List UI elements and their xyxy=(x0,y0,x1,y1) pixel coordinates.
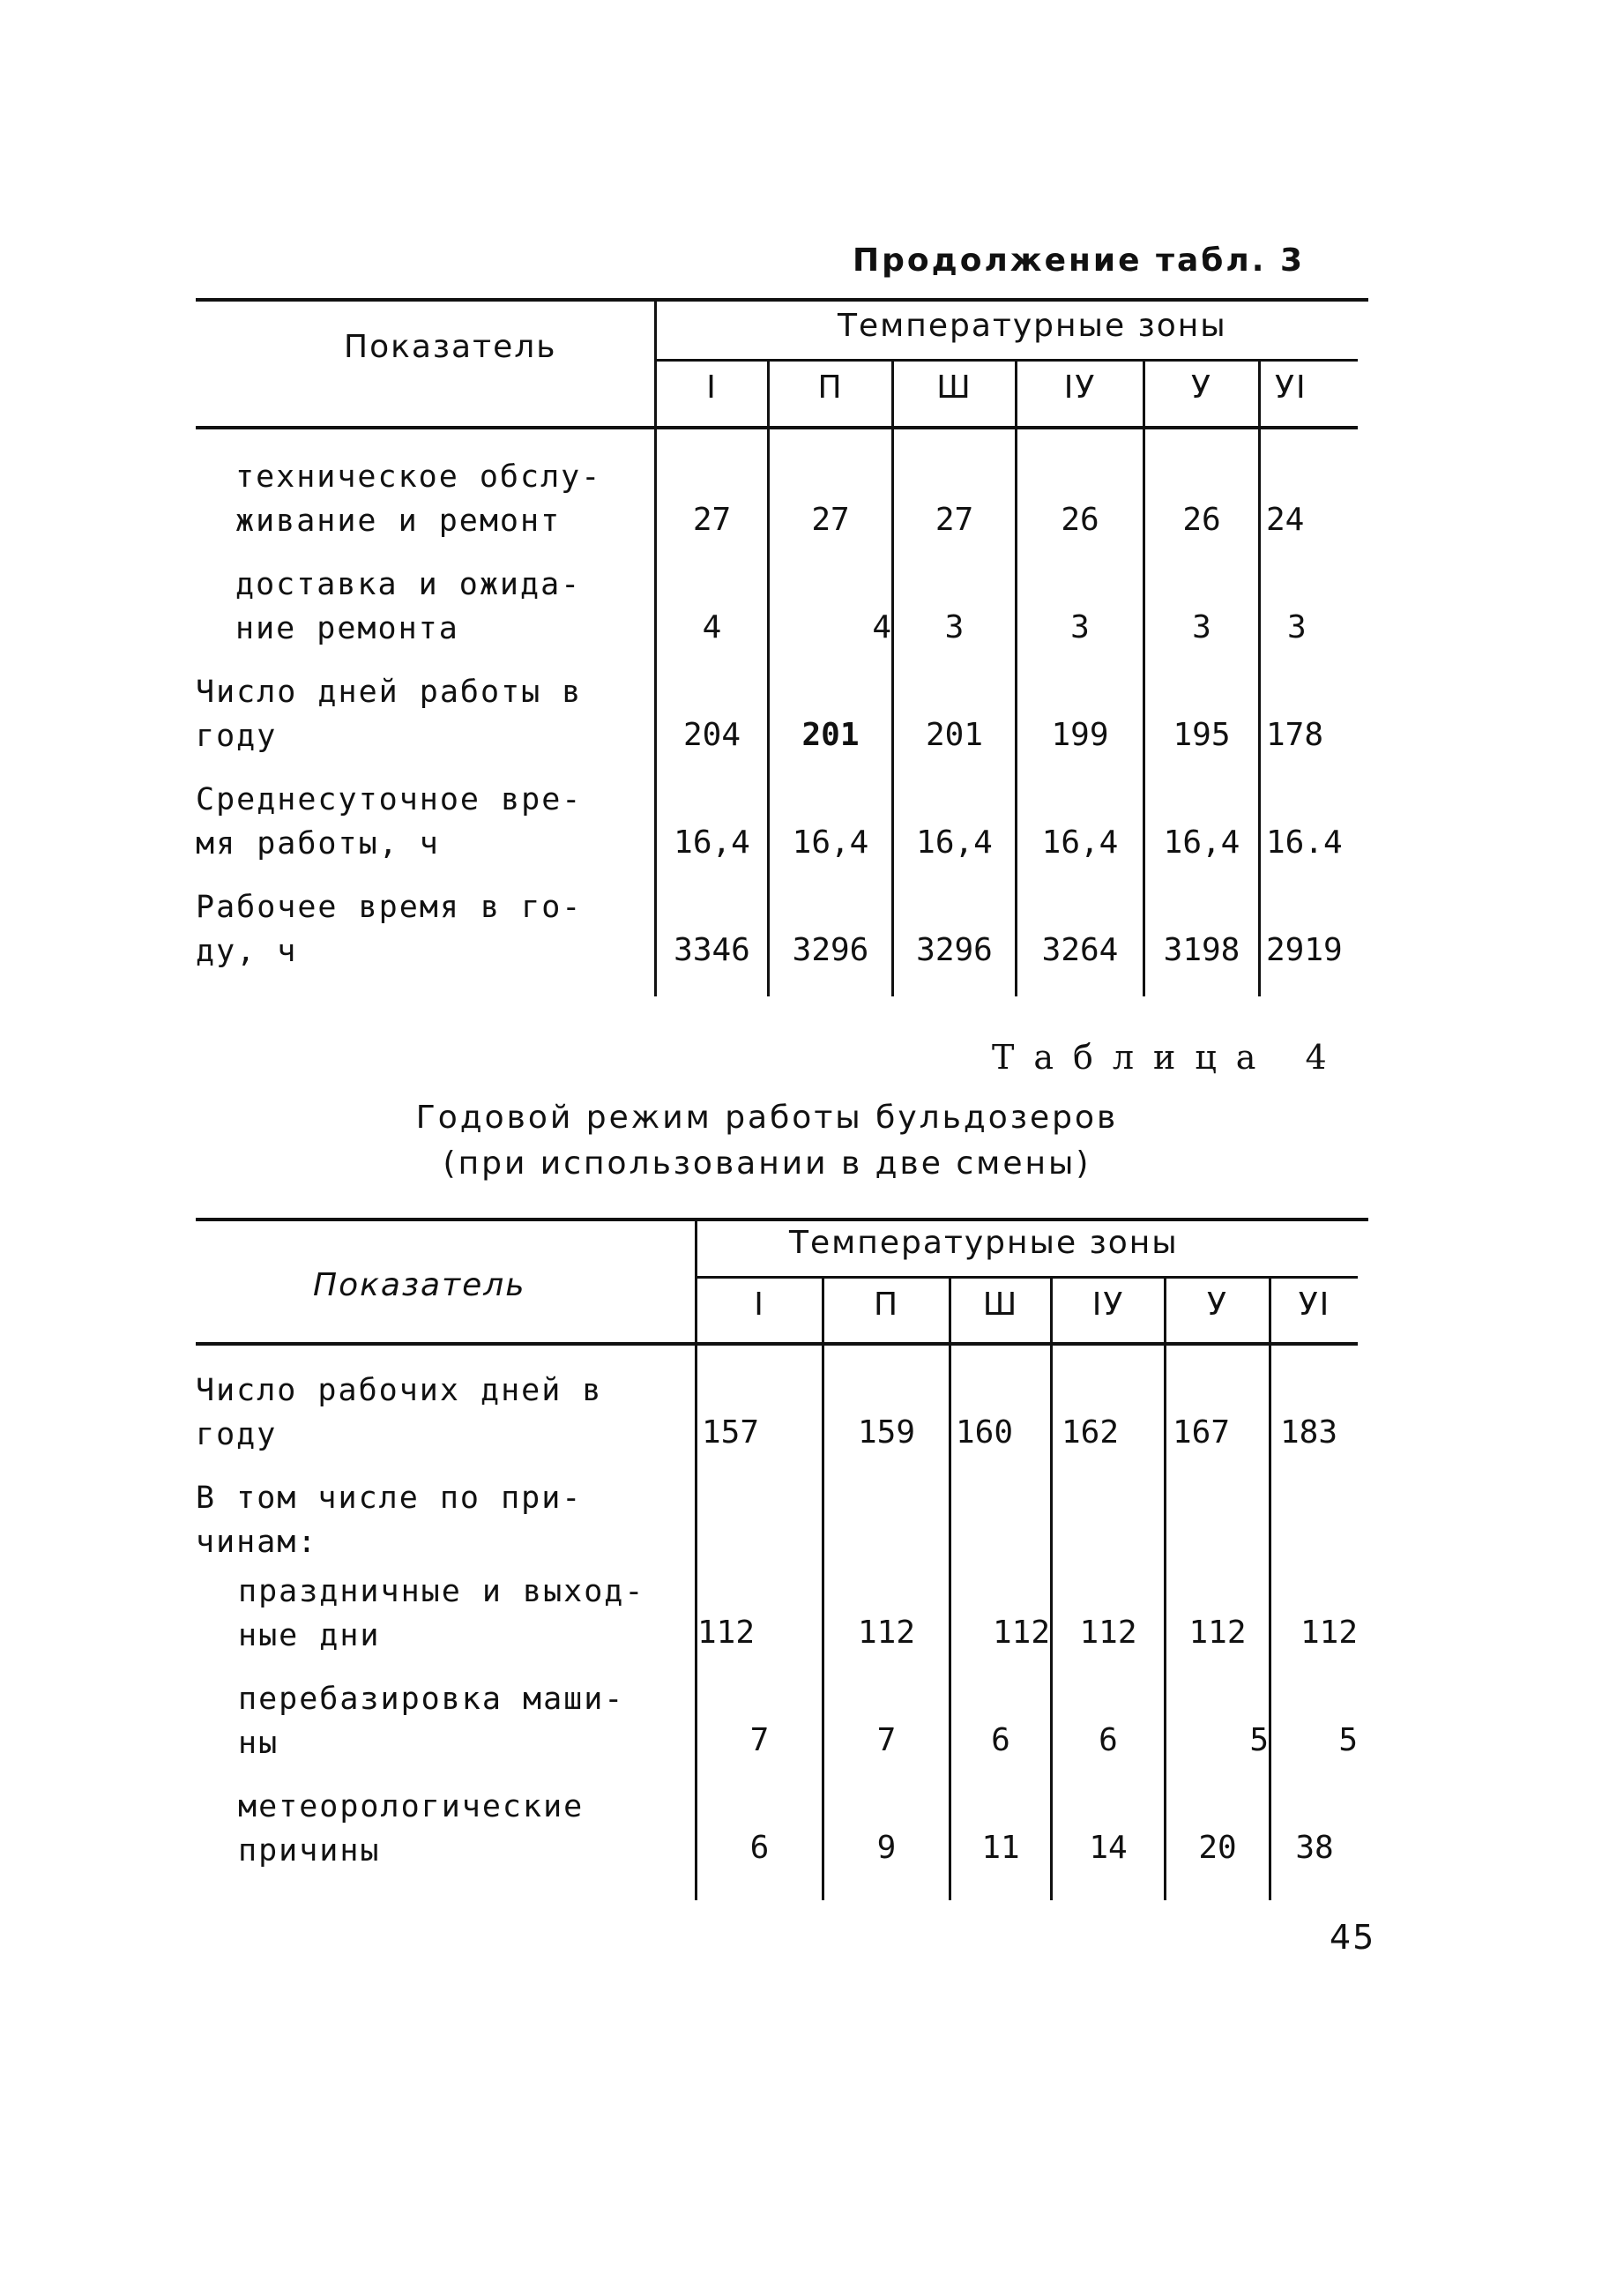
table4-cell: 14 xyxy=(1089,1830,1128,1866)
table3-zone-label: Ш xyxy=(936,369,972,406)
table3-cell: 3198 xyxy=(1163,932,1240,968)
table3-cell: 201 xyxy=(925,717,984,753)
table3-cell: 16,4 xyxy=(1041,824,1119,861)
table4-row-label: ные дни xyxy=(238,1618,381,1653)
table3-cell: 27 xyxy=(935,502,974,538)
table4-header-bottom-rule xyxy=(196,1342,1358,1346)
table3-row-label: Среднесуточное вре- xyxy=(196,782,583,817)
table3-col-divider xyxy=(1015,360,1017,996)
table4-zone-label: П xyxy=(873,1287,900,1323)
table4-cell: 183 xyxy=(1280,1414,1338,1451)
table3-cell: 195 xyxy=(1173,717,1231,753)
table3-zone-label: УI xyxy=(1275,369,1307,406)
table4-cell: 5 xyxy=(1249,1722,1269,1758)
table4-row-label: метеорологические xyxy=(238,1789,585,1824)
table4-row-label: праздничные и выход- xyxy=(238,1574,645,1609)
table3-col-divider xyxy=(654,300,657,996)
table4-cell: 38 xyxy=(1295,1830,1334,1866)
table3-cell: 16,4 xyxy=(1163,824,1240,861)
table4-cell: 167 xyxy=(1173,1414,1231,1451)
table3-zone-label: У xyxy=(1191,369,1212,406)
table3-cell: 26 xyxy=(1182,502,1221,538)
table4-row-label: причины xyxy=(238,1833,381,1869)
table4-cell: 112 xyxy=(857,1615,916,1651)
table4-row-label: ны xyxy=(238,1726,279,1761)
table4-zone-label: У xyxy=(1207,1287,1228,1323)
table3-col-divider xyxy=(1143,360,1145,996)
table3-cell: 3 xyxy=(1192,609,1211,645)
table4-cell: 162 xyxy=(1062,1414,1120,1451)
table4-row-label: Число рабочих дней в xyxy=(196,1373,603,1408)
table3-cell: 4 xyxy=(702,609,722,645)
table4-cell: 5 xyxy=(1338,1722,1358,1758)
table3-cell: 3346 xyxy=(674,932,750,968)
table4-row-label: перебазировка маши- xyxy=(238,1682,625,1717)
table3-row-label: году xyxy=(196,719,278,754)
table4-cell: 6 xyxy=(991,1722,1010,1758)
table3-cell: 2919 xyxy=(1266,932,1343,968)
table3-cell: 204 xyxy=(682,717,741,753)
table4-col-divider xyxy=(1164,1277,1166,1900)
table4-row-label: В том числе по при- xyxy=(196,1481,583,1516)
table3-cell: 4 xyxy=(872,609,891,645)
table4-cell: 157 xyxy=(702,1414,760,1451)
table3-header-bottom-rule xyxy=(196,426,1358,429)
table3-row-label: мя работы, ч xyxy=(196,826,440,862)
table4-title-line2: (при использовании в две смены) xyxy=(443,1145,1091,1182)
page-number: 45 xyxy=(1330,1918,1376,1957)
table4-cell: 7 xyxy=(749,1722,770,1758)
table3-cell: 26 xyxy=(1061,502,1099,538)
table4-label: Таблица 4 xyxy=(992,1038,1346,1077)
table4-cell: 11 xyxy=(981,1830,1020,1866)
table4-indicator-header: Показатель xyxy=(313,1267,526,1303)
table3-col-divider xyxy=(1258,360,1261,996)
table4-col-divider xyxy=(695,1220,697,1900)
table4-col-divider xyxy=(949,1277,951,1900)
table3-cell: 3 xyxy=(1287,609,1307,645)
table3-zone-label: П xyxy=(817,369,844,406)
table4-row-label: году xyxy=(196,1417,278,1452)
table4-title-line1: Годовой режим работы бульдозеров xyxy=(415,1100,1119,1136)
table4-col-divider xyxy=(1269,1277,1271,1900)
table4-cell: 112 xyxy=(1300,1615,1358,1651)
table3-row-label: доставка и ожида- xyxy=(235,567,582,602)
table3-cell: 178 xyxy=(1266,717,1324,753)
table3-zone-label: IУ xyxy=(1063,369,1097,406)
table3-cell: 3 xyxy=(1070,609,1090,645)
table3-row-label: ние ремонта xyxy=(235,611,459,646)
table3-zone-label: I xyxy=(706,369,718,406)
table3-row-label: Рабочее время в го- xyxy=(196,890,583,925)
table3-cell: 3 xyxy=(944,609,965,645)
table3-caption: Продолжение табл. 3 xyxy=(853,242,1306,279)
table3-cell: 3296 xyxy=(916,932,993,968)
table4-cell: 7 xyxy=(876,1722,897,1758)
table4-cell: 159 xyxy=(857,1414,916,1451)
table4-top-rule xyxy=(196,1218,1368,1221)
table4-col-divider xyxy=(822,1277,824,1900)
table3-cell: 24 xyxy=(1266,502,1305,538)
table4-zones-header: Температурные зоны xyxy=(789,1225,1179,1261)
table4-cell: 6 xyxy=(1099,1722,1118,1758)
table3-col-divider xyxy=(891,360,894,996)
table4-zone-label: Ш xyxy=(982,1287,1019,1323)
table4-row-label: чинам: xyxy=(196,1525,318,1560)
table3-cell: 3264 xyxy=(1041,932,1119,968)
table3-col-divider xyxy=(767,360,770,996)
table3-cell: 27 xyxy=(811,502,850,538)
table4-zone-label: IУ xyxy=(1091,1287,1125,1323)
table4-cell: 20 xyxy=(1198,1830,1237,1866)
table4-zone-label: I xyxy=(754,1287,765,1323)
table4-cell: 160 xyxy=(956,1414,1014,1451)
table3-cell: 3296 xyxy=(792,932,869,968)
table4-col-divider xyxy=(1050,1277,1053,1900)
table4-cell: 6 xyxy=(749,1830,770,1866)
table3-row-label: техническое обслу- xyxy=(235,459,602,495)
table3-row-label: Число дней работы в xyxy=(196,675,583,710)
table4-cell: 112 xyxy=(1188,1615,1247,1651)
table4-cell: 112 xyxy=(1079,1615,1137,1651)
table4-zone-rule xyxy=(695,1276,1358,1279)
table3-zone-rule xyxy=(654,359,1358,362)
table4-cell: 112 xyxy=(992,1615,1050,1651)
table3-cell: 27 xyxy=(692,502,732,538)
table3-row-label: ду, ч xyxy=(196,934,298,969)
table4-zone-label: УI xyxy=(1298,1287,1331,1323)
table3-cell: 16,4 xyxy=(792,824,869,861)
table3-row-label: живание и ремонт xyxy=(235,504,562,539)
table3-cell: 16,4 xyxy=(674,824,750,861)
table3-cell: 201 xyxy=(801,717,860,753)
table4-cell: 9 xyxy=(876,1830,897,1866)
table3-indicator-header: Показатель xyxy=(344,329,557,365)
table3-cell: 16.4 xyxy=(1266,824,1343,861)
table3-cell: 16,4 xyxy=(916,824,993,861)
table4-cell: 112 xyxy=(697,1615,756,1651)
table3-top-rule xyxy=(196,298,1368,302)
table3-zones-header: Температурные зоны xyxy=(838,308,1227,344)
table3-cell: 199 xyxy=(1051,717,1109,753)
